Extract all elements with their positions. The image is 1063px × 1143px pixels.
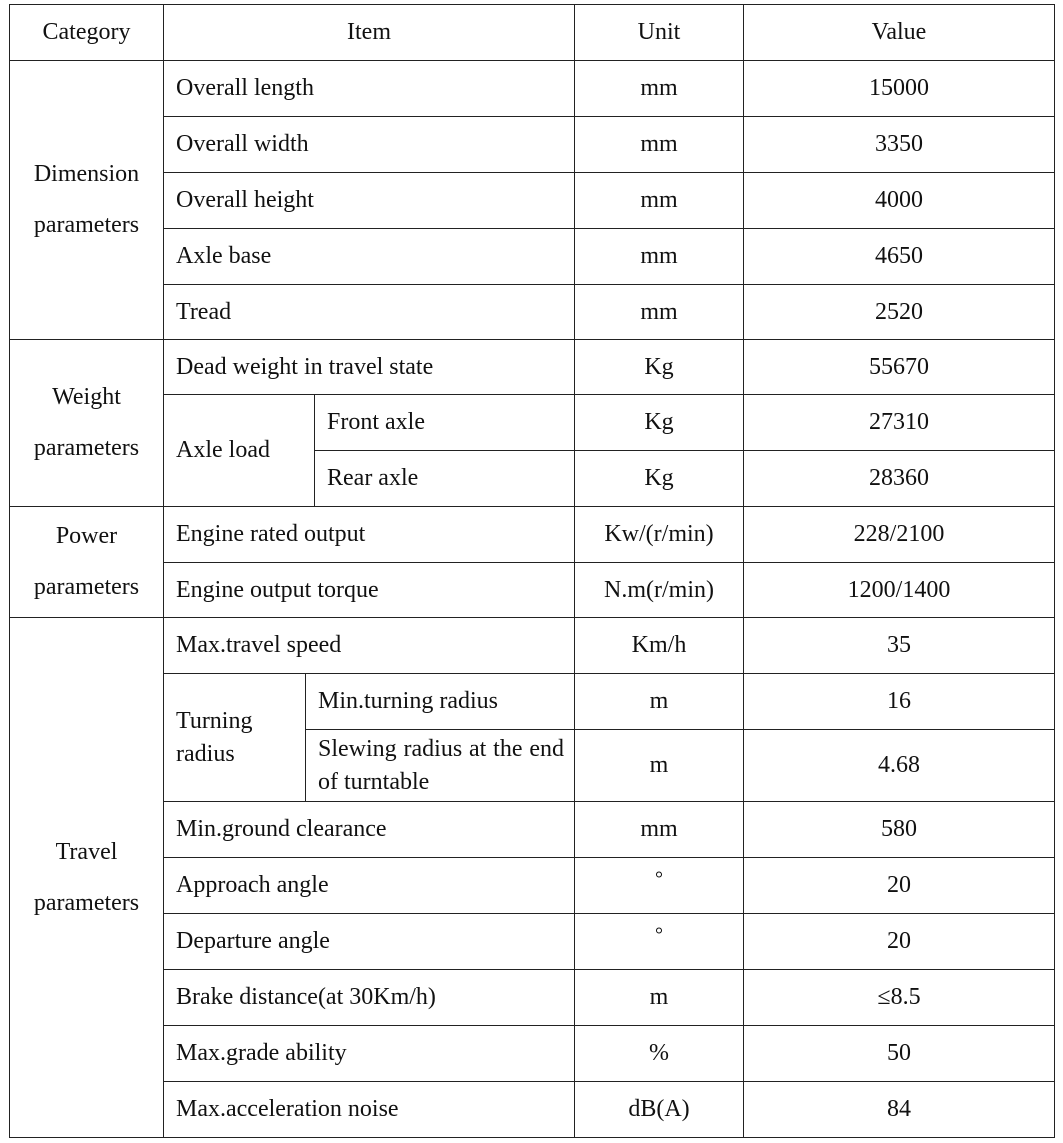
table-cell-unit: °	[574, 857, 743, 913]
table-bottom-border	[9, 1137, 1055, 1138]
table-cell-value: 50	[743, 1025, 1054, 1081]
table-cell-item: Engine rated output	[163, 506, 574, 562]
table-cell-unit: m	[574, 969, 743, 1025]
category-line: Weight	[52, 384, 121, 410]
table-cell-value: 3350	[743, 116, 1054, 172]
header-item: Item	[163, 4, 574, 60]
turning-radius-label	[163, 673, 305, 801]
table-cell-item: Max.travel speed	[163, 617, 574, 673]
table-cell-item-text: Slewing radius at the end of turntable	[318, 735, 564, 795]
table-cell-unit: %	[574, 1025, 743, 1081]
category-line: parameters	[33, 435, 140, 461]
table-cell-unit: dB(A)	[574, 1081, 743, 1137]
table-cell-value: 55670	[743, 339, 1054, 394]
category-weight	[9, 339, 163, 506]
table-cell-item	[305, 729, 574, 801]
table-cell-item: Min.ground clearance	[163, 801, 574, 857]
table-cell-unit: mm	[574, 228, 743, 284]
table-cell-item: Brake distance(at 30Km/h)	[163, 969, 574, 1025]
table-cell-value: 4000	[743, 172, 1054, 228]
table-cell-item: Axle base	[163, 228, 574, 284]
table-cell-item: Tread	[163, 284, 574, 339]
table-cell-unit: mm	[574, 116, 743, 172]
table-cell-unit: N.m(r/min)	[574, 562, 743, 617]
table-cell-value: 16	[743, 673, 1054, 729]
table-cell-unit: Kw/(r/min)	[574, 506, 743, 562]
table-cell-unit: mm	[574, 60, 743, 116]
table-cell-unit: Kg	[574, 450, 743, 506]
category-line: Dimension	[33, 161, 140, 187]
turning-label-line: Turning	[176, 707, 253, 734]
axle-load-label: Axle load	[163, 394, 314, 506]
table-cell-value: ≤8.5	[743, 969, 1054, 1025]
table-cell-item: Min.turning radius	[305, 673, 574, 729]
table-cell-value: 20	[743, 913, 1054, 969]
table-cell-item: Max.acceleration noise	[163, 1081, 574, 1137]
table-cell-item: Overall length	[163, 60, 574, 116]
table-cell-item: Departure angle	[163, 913, 574, 969]
category-line: Travel	[55, 838, 118, 865]
table-cell-value: 27310	[743, 394, 1054, 450]
category-travel	[9, 617, 163, 1137]
category-dimension	[9, 60, 163, 339]
table-cell-item: Max.grade ability	[163, 1025, 574, 1081]
table-cell-unit: °	[574, 913, 743, 969]
table-cell-value: 2520	[743, 284, 1054, 339]
table-cell-value: 15000	[743, 60, 1054, 116]
table-cell-unit: mm	[574, 172, 743, 228]
category-line: parameters	[33, 574, 140, 600]
table-cell-unit: m	[574, 673, 743, 729]
table-right-border	[1054, 4, 1055, 1138]
table-cell-item: Dead weight in travel state	[163, 339, 574, 394]
table-cell-value: 35	[743, 617, 1054, 673]
table-cell-unit: Kg	[574, 394, 743, 450]
table-cell-item: Approach angle	[163, 857, 574, 913]
table-cell-value: 1200/1400	[743, 562, 1054, 617]
category-line: parameters	[33, 889, 140, 916]
table-cell-unit: mm	[574, 801, 743, 857]
table-cell-item: Front axle	[314, 394, 574, 450]
table-cell-value: 4.68	[743, 729, 1054, 801]
table-cell-value: 228/2100	[743, 506, 1054, 562]
table-cell-item: Overall width	[163, 116, 574, 172]
table-cell-unit: Km/h	[574, 617, 743, 673]
header-category: Category	[9, 4, 163, 60]
category-line: Power	[55, 523, 118, 549]
table-cell-value: 580	[743, 801, 1054, 857]
header-unit: Unit	[574, 4, 743, 60]
table-cell-item: Engine output torque	[163, 562, 574, 617]
category-line: parameters	[33, 212, 140, 238]
header-value: Value	[743, 4, 1054, 60]
table-cell-item: Rear axle	[314, 450, 574, 506]
category-power	[9, 506, 163, 617]
table-cell-value: 4650	[743, 228, 1054, 284]
table-cell-value: 84	[743, 1081, 1054, 1137]
table-cell-unit: m	[574, 729, 743, 801]
table-cell-value: 28360	[743, 450, 1054, 506]
table-cell-value: 20	[743, 857, 1054, 913]
table-cell-unit: Kg	[574, 339, 743, 394]
table-cell-unit: mm	[574, 284, 743, 339]
turning-label-line: radius	[176, 740, 235, 767]
table-cell-item: Overall height	[163, 172, 574, 228]
